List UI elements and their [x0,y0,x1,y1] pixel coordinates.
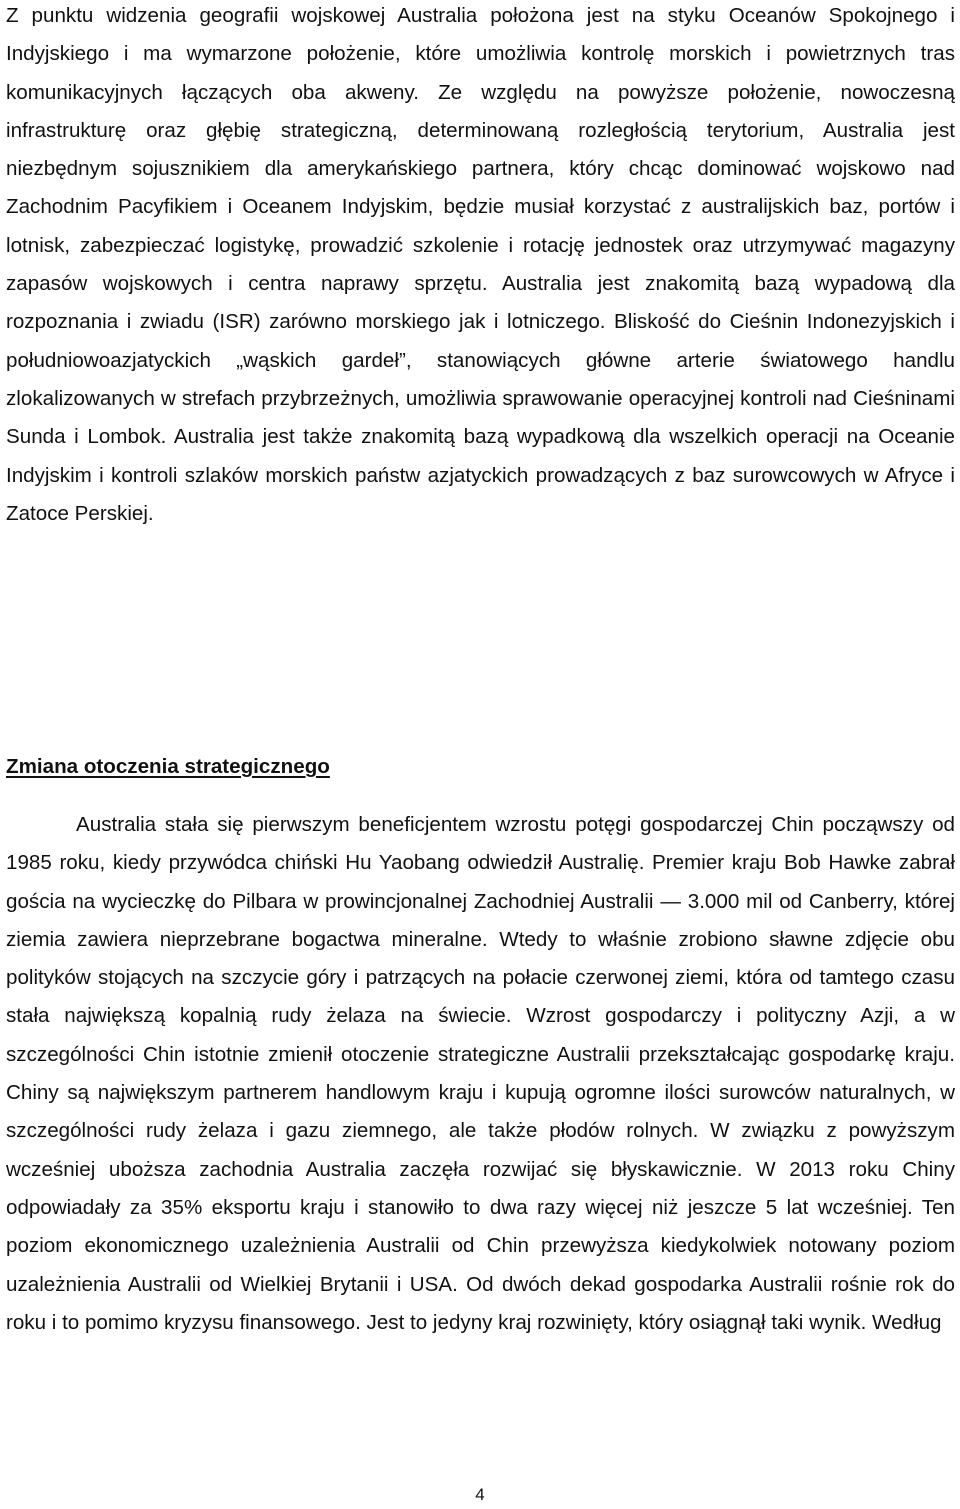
section-heading: Zmiana otoczenia strategicznego [6,755,330,778]
page-number: 4 [475,1485,485,1504]
body-paragraph-geography: Z punktu widzenia geografii wojskowej Australia położona jest na styku Oceanów Spokojnego i Indyjskiego i ma wymarzone położenie, które umożliwia kontrolę morskich i powietrznych tras komunikacyjnych łączących oba akweny. Ze względu na powyższe położenie, nowoczesną infrastrukturę oraz głębię strategiczną, determinowaną rozległością terytorium, Australia jest niezbędnym sojusznikiem dla amerykańskiego partnera, który chcąc dominować wojskowo nad Zachodnim Pacyfikiem i Oceanem Indyjskim, będzie musiał korzystać z australijskich baz, portów i lotnisk, zabezpieczać logistykę, prowadzić szkolenie i rotację jednostek oraz utrzymywać magazyny zapasów wojskowych i centra naprawy sprzętu. Australia jest znakomitą bazą wypadową dla rozpoznania i zwiadu (ISR) zarówno morskiego jak i lotniczego. Bliskość do Cieśnin Indonezyjskich i południowoazjatyckich „wąskich gardeł”, stanowiących główne arterie światowego handlu zlokalizowanych w strefach przybrzeżnych, umożliwia sprawowanie operacyjnej kontroli nad Cieśninami Sunda i Lombok. Australia jest także znakomitą bazą wypadkową dla wszelkich operacji na Oceanie Indyjskim i kontroli szlaków morskich państw azjatyckich prowadzących z baz surowcowych w Afryce i Zatoce Perskiej. [6,4,955,525]
body-paragraph-strategic-environment: Australia stała się pierwszym beneficjentem wzrostu potęgi gospodarczej Chin począwszy od 1985 roku, kiedy przywódca chiński Hu Yaobang odwiedził Australię. Premier kraju Bob Hawke zabrał gościa na wycieczkę do Pilbara w prowincjonalnej Zachodniej Australii — 3.000 mil od Canberry, której ziemia zawiera nieprzebrane bogactwa mineralne. Wtedy to właśnie zrobiono sławne zdjęcie obu polityków stojących na szczycie góry i patrzących na połacie czerwonej ziemi, która od tamtego czasu stała największą kopalnią rudy żelaza na świecie. Wzrost gospodarczy i polityczny Azji, a w szczególności Chin istotnie zmienił otoczenie strategiczne Australii przekształcając gospodarkę kraju. Chiny są największym partnerem handlowym kraju i kupują ogromne ilości surowców naturalnych, w szczególności rudy żelaza i gazu ziemnego, ale także płodów rolnych. W związku z powyższym wcześniej uboższa zachodnia Australia zaczęła rozwijać się błyskawicznie. W 2013 roku Chiny odpowiadały za 35% eksportu kraju i stanowiło to dwa razy więcej niż jeszcze 5 lat wcześniej. Ten poziom ekonomicznego uzależnienia Australii od Chin przewyższa kiedykolwiek notowany poziom uzależnienia Australii od Wielkiej Brytanii i USA. Od dwóch dekad gospodarka Australii rośnie rok do roku i to pomimo kryzysu finansowego. Jest to jedyny kraj rozwinięty, który osiągnął taki wynik. Według [6,813,955,1334]
